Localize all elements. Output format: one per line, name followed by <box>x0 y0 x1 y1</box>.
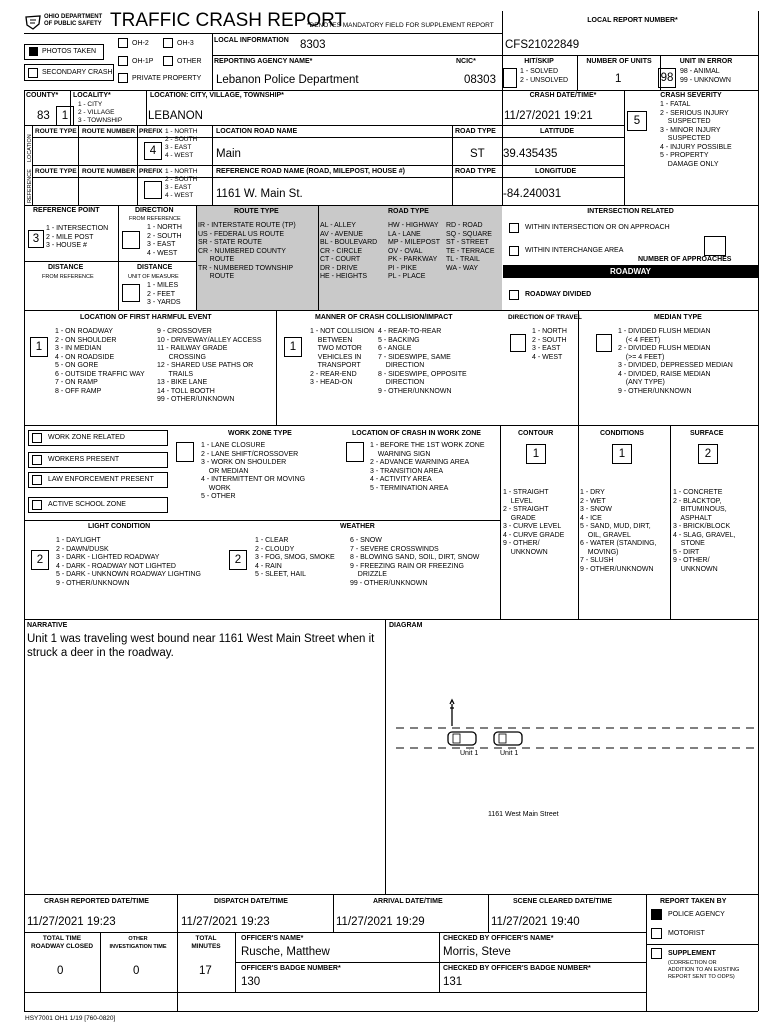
workers-present-label: WORKERS PRESENT <box>48 456 120 463</box>
checked-name: Morris, Steve <box>443 946 511 958</box>
oh1p-checkbox[interactable] <box>118 56 128 66</box>
road-type-head: ROAD TYPE <box>388 208 429 215</box>
arrival-label: ARRIVAL DATE/TIME <box>373 898 443 905</box>
location-in-zone-options: 1 - BEFORE THE 1ST WORK ZONE WARNING SIGN 2 - ADVANCE WARNING AREA 3 - TRANSITION AREA 4 - ACTIVITY AREA 5 - TERMINATION AREA <box>370 442 485 492</box>
ref-road-name-label: REFERENCE ROAD NAME (ROAD, MILEPOST, HOUSE #) <box>216 168 406 175</box>
county: 83 <box>37 110 50 122</box>
location-label: LOCATION: CITY, VILLAGE, TOWNSHIP* <box>150 92 284 99</box>
crash-diagram <box>386 680 758 830</box>
roadway-divided-checkbox[interactable] <box>509 290 519 300</box>
route-type-label: ROUTE TYPE <box>35 128 77 135</box>
ohio-seal-icon <box>24 14 42 30</box>
street-label: 1161 West Main Street <box>488 811 559 818</box>
direction-travel-label: DIRECTION OF TRAVEL <box>508 314 582 321</box>
other-checkbox[interactable] <box>163 56 173 66</box>
median-type-options: 1 - DIVIDED FLUSH MEDIAN (< 4 FEET) 2 - DIVIDED FLUSH MEDIAN (>= 4 FEET) 3 - DIVIDED, DEPRESSED MEDIAN 4 - DIVIDED, RAISE MEDIAN (ANY TYPE) 9 - OTHER/UNKNOWN <box>618 328 733 395</box>
active-school-zone-checkbox[interactable] <box>32 500 42 510</box>
reference-point-box[interactable]: 3 <box>28 230 44 248</box>
ref-road-name: 1161 W. Main St. <box>216 188 303 200</box>
prefix-box[interactable]: 4 <box>144 142 162 160</box>
ref-road-type-label: ROAD TYPE <box>455 168 496 175</box>
median-type-label: MEDIAN TYPE <box>654 314 702 321</box>
prefix-options: 1 - NORTH 2 - SOUTH 3 - EAST 4 - WEST <box>165 128 198 159</box>
oh2-label: OH-2 <box>132 40 149 47</box>
manner-col2: 4 - REAR-TO-REAR 5 - BACKING 6 - ANGLE 7 - SIDESWIPE, SAME DIRECTION 8 - SIDESWIPE, OPPOSITE DIRECTION 9 - OTHER/UNKNOWN <box>378 328 467 395</box>
work-zone-related-label: WORK ZONE RELATED <box>48 434 125 441</box>
weather-col2: 6 - SNOW 7 - SEVERE CROSSWINDS 8 - BLOWING SAND, SOIL, DIRT, SNOW 9 - FREEZING RAIN OR FREEZING DRIZZLE 99 - OTHER/UNKNOWN <box>350 537 480 587</box>
conditions-box[interactable]: 1 <box>612 444 632 464</box>
supplement-note: (CORRECTION OR ADDITION TO AN EXISTING REPORT SENT TO ODPS) <box>668 960 740 980</box>
longitude: -84.240031 <box>503 188 562 200</box>
reported: 11/27/2021 19:23 <box>27 916 116 928</box>
secondary-crash-label: SECONDARY CRASH <box>42 69 113 76</box>
manner-box[interactable]: 1 <box>284 337 302 357</box>
first-harmful-col2: 9 - CROSSOVER 10 - DRIVEWAY/ALLEY ACCESS 11 - RAILWAY GRADE CROSSING 12 - SHARED USE PATHS OR TRAILS 13 - BIKE LANE 14 - TOLL BOOTH 99 - OTHER/UNKNOWN <box>157 328 262 403</box>
crash-severity-options: 1 - FATAL 2 - SERIOUS INJURY SUSPECTED 3 - MINOR INJURY SUSPECTED 4 - INJURY POSSIBLE 5 - PROPERTY DAMAGE ONLY <box>660 101 732 168</box>
ref-prefix-label: PREFIX <box>139 168 163 175</box>
local-report-number-label: LOCAL REPORT NUMBER* <box>587 17 678 24</box>
road-type: ST <box>470 148 485 160</box>
checked-name-label: CHECKED BY OFFICER'S NAME* <box>443 935 554 942</box>
police-agency-checkbox[interactable] <box>651 909 662 920</box>
within-interchange-checkbox[interactable] <box>509 246 519 256</box>
number-of-approaches-label: NUMBER OF APPROACHES <box>638 256 732 263</box>
within-intersection-label: WITHIN INTERSECTION OR ON APPROACH <box>525 224 670 231</box>
direction-box[interactable] <box>122 231 140 249</box>
reporting-agency: Lebanon Police Department <box>216 74 359 86</box>
work-zone-related-checkbox[interactable] <box>32 433 42 443</box>
road-type-col2: HW - HIGHWAY LA - LANE MP - MILEPOST OV - OVAL PK - PARKWAY PI - PIKE PL - PLACE <box>388 222 440 280</box>
deer-icon <box>450 700 454 726</box>
ref-prefix-box[interactable] <box>144 181 162 199</box>
side-label-location: LOCATION <box>27 134 33 162</box>
logo-line-2: OF PUBLIC SAFETY <box>44 21 102 27</box>
total-time: 0 <box>57 965 64 977</box>
other-label: OTHER <box>177 58 202 65</box>
oh3-label: OH-3 <box>177 40 194 47</box>
cleared: 11/27/2021 19:40 <box>491 916 580 928</box>
total-minutes: 17 <box>199 965 212 977</box>
crash-severity-box[interactable]: 5 <box>627 111 647 131</box>
local-information-label: LOCAL INFORMATION <box>214 37 289 44</box>
oh2-checkbox[interactable] <box>118 38 128 48</box>
vehicle-outline-unit-a <box>448 732 476 745</box>
active-school-zone-label: ACTIVE SCHOOL ZONE <box>48 501 126 508</box>
motorist-label: MOTORIST <box>668 930 705 937</box>
within-intersection-checkbox[interactable] <box>509 223 519 233</box>
route-number-label: ROUTE NUMBER <box>82 128 136 135</box>
work-zone-type-box[interactable] <box>176 442 194 462</box>
private-property-label: PRIVATE PROPERTY <box>132 75 202 82</box>
officer-name: Rusche, Matthew <box>241 946 330 958</box>
location-in-zone-box[interactable] <box>346 442 364 462</box>
dispatch-label: DISPATCH DATE/TIME <box>214 898 288 905</box>
distance-sub: FROM REFERENCE <box>42 274 94 280</box>
within-interchange-label: WITHIN INTERCHANGE AREA <box>525 247 624 254</box>
distance-unit-options: 1 - MILES 2 - FEET 3 - YARDS <box>147 282 181 306</box>
reporting-agency-label: REPORTING AGENCY NAME* <box>214 58 313 65</box>
median-type-box[interactable] <box>596 334 612 352</box>
direction-sub: FROM REFERENCE <box>129 216 181 222</box>
number-of-units-label: NUMBER OF UNITS <box>586 58 652 65</box>
supplement-label: SUPPLEMENT <box>668 950 716 957</box>
mandatory-note: *DENOTES MANDATORY FIELD FOR SUPPLEMENT REPORT <box>307 22 494 29</box>
unit-in-error-label: UNIT IN ERROR <box>679 58 733 65</box>
reference-point-options: 1 - INTERSECTION 2 - MILE POST 3 - HOUSE # <box>46 225 109 249</box>
route-type-options: IR - INTERSTATE ROUTE (TP) US - FEDERAL US ROUTE SR - STATE ROUTE CR - NUMBERED COUNTY ROUTE TR - NUMBERED TOWNSHIP ROUTE <box>198 222 296 280</box>
direction-options: 1 - NORTH 2 - SOUTH 3 - EAST 4 - WEST <box>147 224 182 257</box>
distance-unit-label: DISTANCE <box>137 264 173 271</box>
number-of-approaches-box[interactable] <box>704 236 726 256</box>
motorist-checkbox[interactable] <box>651 928 662 939</box>
total-time-label: TOTAL TIME ROADWAY CLOSED <box>30 935 94 950</box>
photos-taken-checkbox[interactable] <box>29 47 38 56</box>
arrival: 11/27/2021 19:29 <box>336 916 425 928</box>
prefix-label: PREFIX <box>139 128 163 135</box>
other-inv: 0 <box>133 965 140 977</box>
location-value: LEBANON <box>148 110 203 122</box>
police-agency-label: POLICE AGENCY <box>668 911 725 918</box>
hit-skip-label: HIT/SKIP <box>524 58 554 65</box>
logo-line-1: OHIO DEPARTMENT <box>44 14 103 20</box>
law-enforcement-checkbox[interactable] <box>32 475 42 485</box>
checked-badge-label: CHECKED BY OFFICER'S BADGE NUMBER* <box>443 965 591 972</box>
side-label-reference: REFERENCE <box>27 169 33 203</box>
first-harmful-box[interactable]: 1 <box>30 337 48 357</box>
roadway-divided-label: ROADWAY DIVIDED <box>525 291 592 298</box>
distance-unit-box[interactable] <box>122 284 140 302</box>
cleared-label: SCENE CLEARED DATE/TIME <box>513 898 613 905</box>
hit-skip-box[interactable] <box>503 68 517 88</box>
total-minutes-label: TOTAL MINUTES <box>191 935 221 950</box>
other-inv-label: OTHER INVESTIGATION TIME <box>109 936 167 950</box>
manner-col1: 1 - NOT COLLISION BETWEEN TWO MOTOR VEHICLES IN TRANSPORT 2 - REAR-END 3 - HEAD-ON <box>310 328 375 386</box>
checked-badge: 131 <box>443 976 463 988</box>
work-zone-type-label: WORK ZONE TYPE <box>228 430 292 437</box>
crash-date-label: CRASH DATE/TIME* <box>529 92 597 99</box>
photos-taken-label: PHOTOS TAKEN <box>42 48 97 55</box>
roadway-banner: ROADWAY <box>503 265 758 278</box>
latitude: 39.435435 <box>503 148 558 160</box>
light-condition-options: 1 - DAYLIGHT 2 - DAWN/DUSK 3 - DARK - LIGHTED ROADWAY 4 - DARK - ROADWAY NOT LIGHTED 5 - DARK - UNKNOWN ROADWAY LIGHTING 9 - OTHER/UNKNOWN <box>56 537 201 587</box>
crash-date: 11/27/2021 19:21 <box>504 110 593 122</box>
conditions-options: 1 - DRY 2 - WET 3 - SNOW 4 - ICE 5 - SAND, MUD, DIRT, OIL, GRAVEL 6 - WATER (STANDING, MOVING) 7 - SLUSH 9 - OTHER/UNKNOWN <box>580 489 657 573</box>
first-harmful-col1: 1 - ON ROADWAY 2 - ON SHOULDER 3 - IN MEDIAN 4 - ON ROADSIDE 5 - ON GORE 6 - OUTSIDE TRAFFIC WAY 7 - ON RAMP 8 - OFF RAMP <box>55 328 145 395</box>
unit-in-error-box[interactable]: 98 <box>658 68 676 88</box>
badge-label: OFFICER'S BADGE NUMBER* <box>241 965 341 972</box>
oh3-checkbox[interactable] <box>163 38 173 48</box>
direction-travel-box[interactable] <box>510 334 526 352</box>
report-taken-label: REPORT TAKEN BY <box>660 898 727 905</box>
ref-route-number-label: ROUTE NUMBER <box>82 168 136 175</box>
law-enforcement-label: LAW ENFORCEMENT PRESENT <box>48 476 154 483</box>
road-type-col3: RD - ROAD SQ - SQUARE ST - STREET TE - TERRACE TL - TRAIL WA - WAY <box>446 222 495 272</box>
reference-point-label: REFERENCE POINT <box>33 207 100 214</box>
unit-in-error-options: 98 - ANIMAL 99 - UNKNOWN <box>680 68 731 84</box>
private-property-checkbox[interactable] <box>118 73 128 83</box>
locality-box[interactable]: 1 <box>56 106 74 126</box>
road-name: Main <box>216 148 241 160</box>
direction-label: DIRECTION <box>135 207 174 214</box>
direction-travel-options: 1 - NORTH 2 - SOUTH 3 - EAST 4 - WEST <box>532 328 567 361</box>
light-condition-label: LIGHT CONDITION <box>88 523 151 530</box>
diagram-label: DIAGRAM <box>389 622 423 629</box>
crash-severity-label: CRASH SEVERITY <box>660 92 722 99</box>
dispatch: 11/27/2021 19:23 <box>181 916 270 928</box>
form-id: HSY7001 OH1 1/19 [760-0820] <box>25 1015 116 1022</box>
locality-label: LOCALITY* <box>73 92 111 99</box>
intersection-related-label: INTERSECTION RELATED <box>587 208 674 215</box>
distance-unit-sub: UNIT OF MEASURE <box>128 274 179 280</box>
light-condition-box[interactable]: 2 <box>31 550 49 570</box>
secondary-crash-checkbox[interactable] <box>28 68 38 78</box>
workers-present-checkbox[interactable] <box>32 455 42 465</box>
ref-prefix-options: 1 - NORTH 2 - SOUTH 3 - EAST 4 - WEST <box>165 168 198 199</box>
reported-label: CRASH REPORTED DATE/TIME <box>44 898 149 905</box>
manner-label: MANNER OF CRASH COLLISION/IMPACT <box>315 314 453 321</box>
ncic: 08303 <box>464 74 496 86</box>
ncic-label: NCIC* <box>456 58 476 65</box>
longitude-label: LONGITUDE <box>535 168 577 175</box>
unit-label-b: Unit 1 <box>500 750 519 757</box>
unit-label-a: Unit 1 <box>460 750 479 757</box>
weather-label: WEATHER <box>340 523 375 530</box>
work-zone-type-options: 1 - LANE CLOSURE 2 - LANE SHIFT/CROSSOVER 3 - WORK ON SHOULDER OR MEDIAN 4 - INTERMITTENT OR MOVING WORK 5 - OTHER <box>201 442 306 500</box>
location-in-zone-label: LOCATION OF CRASH IN WORK ZONE <box>352 430 481 437</box>
page-title: TRAFFIC CRASH REPORT <box>110 10 347 31</box>
first-harmful-label: LOCATION OF FIRST HARMFUL EVENT <box>80 314 212 321</box>
route-type-head: ROUTE TYPE <box>234 208 279 215</box>
county-label: COUNTY* <box>26 92 59 99</box>
contour-label: CONTOUR <box>518 430 554 437</box>
officer-name-label: OFFICER'S NAME* <box>241 935 304 942</box>
badge: 130 <box>241 976 261 988</box>
contour-box[interactable]: 1 <box>526 444 546 464</box>
road-type-label: ROAD TYPE <box>455 128 496 135</box>
oh1p-label: OH-1P <box>132 58 154 65</box>
road-type-col1: AL - ALLEY AV - AVENUE BL - BOULEVARD CR - CIRCLE CT - COURT DR - DRIVE HE - HEIGHTS <box>320 222 378 280</box>
weather-col1: 1 - CLEAR 2 - CLOUDY 3 - FOG, SMOG, SMOKE 4 - RAIN 5 - SLEET, HAIL <box>255 537 335 578</box>
weather-box[interactable]: 2 <box>229 550 247 570</box>
local-information: 8303 <box>300 39 326 51</box>
narrative-label: NARRATIVE <box>27 622 68 629</box>
ref-route-type-label: ROUTE TYPE <box>35 168 77 175</box>
surface-label: SURFACE <box>690 430 724 437</box>
hit-skip-options: 1 - SOLVED 2 - UNSOLVED <box>520 68 569 84</box>
latitude-label: LATITUDE <box>540 128 575 135</box>
locality-options: 1 - CITY 2 - VILLAGE 3 - TOWNSHIP <box>78 101 123 124</box>
contour-options: 1 - STRAIGHT LEVEL 2 - STRAIGHT GRADE 3 - CURVE LEVEL 4 - CURVE GRADE 9 - OTHER/ UNKNOWN <box>503 489 565 556</box>
supplement-checkbox[interactable] <box>651 948 662 959</box>
road-name-label: LOCATION ROAD NAME <box>216 128 298 135</box>
narrative-text: Unit 1 was traveling west bound near 1161 West Main Street when it struck a deer in the roadway. <box>27 633 375 659</box>
number-of-units: 1 <box>615 73 622 85</box>
surface-options: 1 - CONCRETE 2 - BLACKTOP, BITUMINOUS, ASPHALT 3 - BRICK/BLOCK 4 - SLAG, GRAVEL, STONE 5 - DIRT 9 - OTHER/ UNKNOWN <box>673 489 736 573</box>
surface-box[interactable]: 2 <box>698 444 718 464</box>
conditions-label: CONDITIONS <box>600 430 644 437</box>
vehicle-outline-unit-b <box>494 732 522 745</box>
odps-logo <box>24 12 106 34</box>
local-report-number: CFS21022849 <box>505 39 580 51</box>
distance-label: DISTANCE <box>48 264 84 271</box>
